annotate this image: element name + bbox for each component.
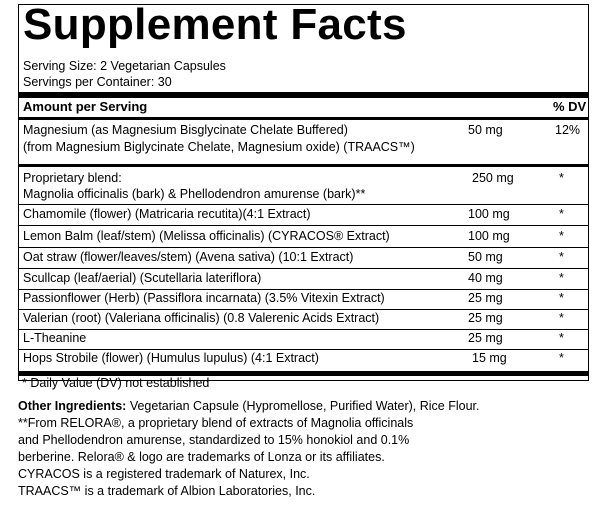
serving-size: Serving Size: 2 Vegetarian Capsules [23,59,226,73]
ingredient-dv: * [559,250,564,264]
ingredient-dv: * [559,291,564,305]
other-ingredients-label: Other Ingredients: [18,399,127,413]
ingredient-dv: * [559,207,564,221]
other-ingredients [18,398,480,414]
row-divider [19,225,588,226]
ingredient-dv: * [559,229,564,243]
other-ingredients-text: Vegetarian Capsule (Hypromellose, Purified Water), Rice Flour. [126,399,480,413]
row-divider [19,268,588,269]
thick-rule [19,92,588,98]
blend-name-line2: Magnolia officinalis (bark) & Phellodendron amurense (bark)** [23,187,366,201]
ingredient-dv: * [559,331,564,345]
footnote-line: berberine. Relora® & logo are trademarks of Lonza or its affiliates. [18,450,385,464]
ingredient-amount: 40 mg [468,271,503,285]
ingredient-amount: 100 mg [468,229,510,243]
ingredient-name: Chamomile (flower) (Matricaria recutita)(4:1 Extract) [23,207,311,221]
blend-row [19,170,588,204]
ingredient-amount: 15 mg [472,351,507,365]
ingredient-name: Hops Strobile (flower) (Humulus lupulus) (4:1 Extract) [23,351,319,365]
magnesium-amount: 50 mg [468,123,503,137]
ingredient-amount: 100 mg [468,207,510,221]
ingredient-row [19,270,588,288]
amount-per-serving-header: Amount per Serving [23,99,148,114]
magnesium-dv: 12% [555,123,581,137]
section-rule [19,164,588,167]
footnote-line: and Phellodendron amurense, standardized to 15% honokiol and 0.1% [18,433,410,447]
ingredient-name: Scullcap (leaf/aerial) (Scutellaria lateriflora) [23,271,262,285]
ingredient-amount: 25 mg [468,311,503,325]
ingredient-row [19,310,588,328]
ingredient-amount: 25 mg [468,331,503,345]
ingredient-row [19,206,588,224]
header-rule [19,117,588,120]
ingredient-name: Passionflower (Herb) (Passiflora incarnata) (3.5% Vitexin Extract) [23,291,385,305]
daily-value-note: * Daily Value (DV) not established [22,376,210,390]
ingredient-row [19,249,588,267]
panel-title: Supplement Facts [23,0,407,49]
ingredient-dv: * [559,311,564,325]
ingredient-row [19,350,588,368]
ingredient-name: L-Theanine [23,331,87,345]
servings-per-container: Servings per Container: 30 [23,75,172,89]
ingredient-row [19,330,588,348]
magnesium-name-line2: (from Magnesium Biglycinate Chelate, Magnesium oxide) (TRAACS™) [23,140,415,154]
blend-amount: 250 mg [472,171,514,185]
footnote-line: TRAACS™ is a trademark of Albion Laboratories, Inc. [18,484,316,498]
magnesium-row [19,122,588,156]
ingredient-amount: 25 mg [468,291,503,305]
dv-header: % DV [553,99,587,114]
row-divider [19,247,588,248]
footnote-line: **From RELORA®, a proprietary blend of extracts of Magnolia officinals [18,416,414,430]
blend-name-line1: Proprietary blend: [23,171,122,185]
ingredient-name: Oat straw (flower/leaves/stem) (Avena sativa) (10:1 Extract) [23,250,354,264]
blend-dv: * [559,171,564,185]
ingredient-name: Valerian (root) (Valeriana officinalis) (0.8 Valerenic Acids Extract) [23,311,380,325]
ingredient-amount: 50 mg [468,250,503,264]
ingredient-dv: * [559,271,564,285]
footnote-line: CYRACOS is a registered trademark of Naturex, Inc. [18,467,310,481]
row-divider [19,204,588,205]
ingredient-dv: * [559,351,564,365]
ingredient-row [19,290,588,308]
supplement-facts-panel [18,0,589,381]
magnesium-name-line1: Magnesium (as Magnesium Bisglycinate Chelate Buffered) [23,123,348,137]
ingredient-name: Lemon Balm (leaf/stem) (Melissa officinalis) (CYRACOS® Extract) [23,229,390,243]
ingredient-row [19,228,588,246]
